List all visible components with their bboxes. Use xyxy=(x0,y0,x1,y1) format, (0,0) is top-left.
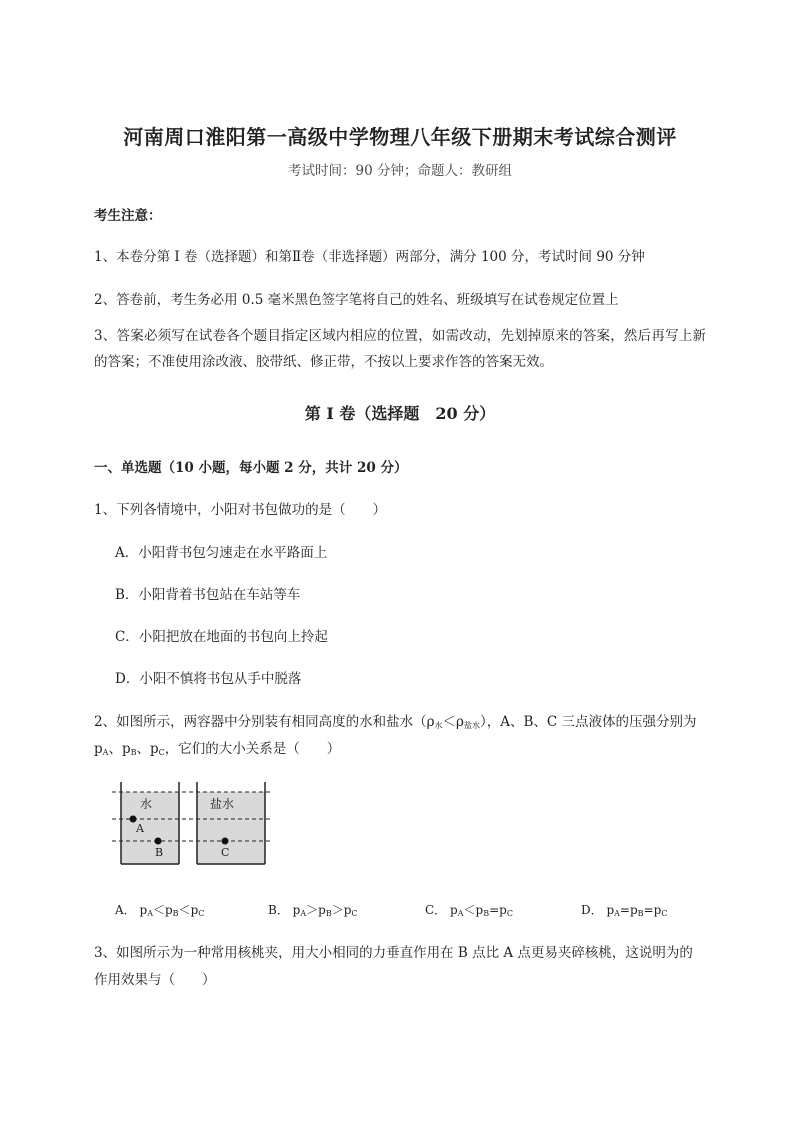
notice-item-1: 1、本卷分第 I 卷（选择题）和第Ⅱ卷（非选择题）两部分，满分 100 分，考试时间 90 分钟 xyxy=(94,249,645,265)
question-2-stem-line1: 2、如图所示，两容器中分别装有相同高度的水和盐水$(\rho_水<\rho_{盐水})$，A、B、C 三点液体的压强分别为 xyxy=(94,714,697,730)
notice-heading: 考生注意： xyxy=(94,208,162,224)
point-b-marker xyxy=(155,838,162,845)
question-1-stem: 1、下列各情境中，小阳对书包做功的是（ ） xyxy=(94,502,387,518)
part-heading: 一、单选题（10 小题，每小题 2 分，共计 20 分） xyxy=(94,460,408,476)
question-2-stem-line2: $p_A$、$p_B$、$p_C$，它们的大小关系是（ ） xyxy=(94,741,341,757)
label-salt-water: 盐水 xyxy=(210,797,235,811)
notice-item-3: 3、答案必须写在试卷各个题目指定区域内相应的位置，如需改动，先划掉原来的答案，然后再写上新的答案；不准使用涂改液、胶带纸、修正带，不按以上要求作答的答案无效。 xyxy=(94,328,706,370)
question-2-option-c: C． $p_A<p_B=p_C$ xyxy=(425,903,513,918)
label-point-b: B xyxy=(155,846,164,859)
label-water: 水 xyxy=(140,797,153,811)
subscript-salt-water: 盐水 xyxy=(463,721,480,730)
question-2-option-d: D． $p_A=p_B=p_C$ xyxy=(581,903,668,918)
label-point-c: C xyxy=(221,846,230,859)
label-point-a: A xyxy=(136,822,144,835)
subscript-water: 水 xyxy=(434,721,443,730)
question-2-option-b: B． $p_A>p_B>p_C$ xyxy=(268,903,358,918)
question-2-option-a: A． $p_A<p_B<p_C$ xyxy=(115,903,205,918)
page-title: 河南周口淮阳第一高级中学物理八年级下册期末考试综合测评 xyxy=(123,125,677,149)
question-1-option-b: B．小阳背着书包站在车站等车 xyxy=(115,587,301,603)
point-c-marker xyxy=(222,838,229,845)
question-1-option-a: A．小阳背书包匀速走在水平路面上 xyxy=(115,545,328,561)
question-1-option-c: C．小阳把放在地面的书包向上拎起 xyxy=(115,629,328,645)
notice-item-2: 2、答卷前，考生务必用 0.5 毫米黑色签字笔将自己的姓名、班级填写在试卷规定位置上 xyxy=(94,292,619,308)
section-title: 第 I 卷（选择题 20 分） xyxy=(304,404,496,423)
exam-info: 考试时间：90 分钟；命题人：教研组 xyxy=(288,163,512,179)
container-figure xyxy=(112,780,272,874)
question-1-option-d: D．小阳不慎将书包从手中脱落 xyxy=(115,671,302,687)
question-3-stem: 3、如图所示为一种常用核桃夹，用大小相同的力垂直作用在 B 点比 A 点更易夹碎核桃，这说明为的作用效果与（ ） xyxy=(94,945,693,988)
